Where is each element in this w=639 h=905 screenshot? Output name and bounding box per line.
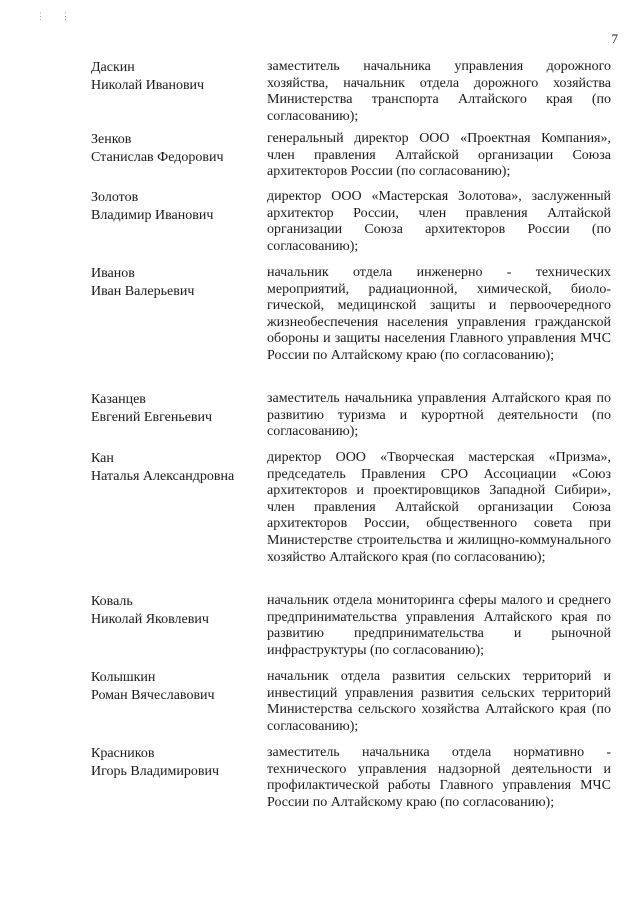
- member-surname: Красников: [91, 746, 155, 761]
- member-entry: [91, 450, 611, 593]
- member-surname: Коваль: [91, 594, 133, 609]
- member-entry: [91, 391, 611, 450]
- member-position: директор ООО «Творческая мастерская «Призма», председатель Правления СРО Ассоциации «Союз архитекторов и проектировщиков Западной Сибири», член правления Алтайской организации Союза архитекторов России, общественного совета при Министерстве строительства и жилищно-коммунального хозяйство Алтайского края (по согласованию);: [267, 450, 611, 565]
- member-given-names: Игорь Владимирович: [91, 764, 220, 780]
- scan-mark: ⋮: [61, 11, 70, 21]
- member-surname: Зенков: [91, 132, 132, 147]
- member-entry: [91, 189, 611, 265]
- member-given-names: Владимир Иванович: [91, 208, 214, 224]
- member-name: [91, 391, 265, 427]
- member-position: генеральный директор ООО «Проектная Компания», член правления Алтайской организации Союза архитекторов России (по согласованию);: [267, 131, 611, 180]
- member-name: [91, 265, 265, 301]
- member-surname: Казанцев: [91, 392, 146, 407]
- member-entry: [91, 59, 611, 131]
- member-position: начальник отдела развития сельских территорий и инвестиций управления развития сельских территорий Министерства сельского хозяйства Алтайского края (по согласованию);: [267, 669, 611, 734]
- member-position: начальник отдела мониторинга сферы малого и среднего предпринимательства управления Алтайского края по развитию предпринимательства и рыночной инфраструктуры (по согласованию);: [267, 593, 611, 658]
- member-position: заместитель начальника управления Алтайского края по развитию туризма и курортной деятельности (по согласованию);: [267, 391, 611, 440]
- member-name: [91, 669, 265, 705]
- member-position: начальник отдела инженерно - технических мероприятий, радиационной, химической, биологической, медицинской защиты и первоочередного жизнеобеспечения населения управления гражданской обороны и защиты населения Главного управления МЧС России по Алтайскому краю (по согласованию);: [267, 265, 611, 363]
- member-entry: [91, 265, 611, 391]
- member-name: [91, 745, 265, 781]
- member-name: [91, 189, 265, 225]
- member-given-names: Роман Вячеславович: [91, 688, 215, 704]
- commission-member-list: [91, 59, 611, 835]
- member-given-names: Евгений Евгеньевич: [91, 410, 213, 426]
- member-surname: Даскин: [91, 60, 135, 75]
- member-position: заместитель начальника отдела нормативно - технического управления надзорной деятельности и профилактической работы Главного управления МЧС России по Алтайскому краю (по согласованию);: [267, 745, 611, 810]
- page-number: 7: [611, 31, 618, 46]
- member-given-names: Станислав Федорович: [91, 150, 224, 166]
- member-given-names: Наталья Александровна: [91, 469, 235, 485]
- member-entry: [91, 745, 611, 835]
- member-name: [91, 59, 265, 95]
- member-given-names: Николай Иванович: [91, 78, 205, 94]
- scan-mark: ⋮: [36, 11, 45, 21]
- member-position: заместитель начальника управления дорожного хозяйства, начальник отдела дорожного хозяйства Министерства транспорта Алтайского края (по согласованию);: [267, 59, 611, 124]
- member-surname: Колышкин: [91, 670, 156, 685]
- member-surname: Золотов: [91, 190, 139, 205]
- member-entry: [91, 131, 611, 189]
- member-entry: [91, 593, 611, 669]
- member-surname: Кан: [91, 451, 114, 466]
- member-position: директор ООО «Мастерская Золотова», заслуженный архитектор России, член правления Алтайской организации Союза архитекторов России (по согласованию);: [267, 189, 611, 254]
- member-name: [91, 450, 265, 486]
- member-given-names: Иван Валерьевич: [91, 284, 195, 300]
- member-entry: [91, 669, 611, 745]
- member-name: [91, 593, 265, 629]
- member-surname: Иванов: [91, 266, 135, 281]
- member-name: [91, 131, 265, 167]
- member-given-names: Николай Яковлевич: [91, 612, 209, 628]
